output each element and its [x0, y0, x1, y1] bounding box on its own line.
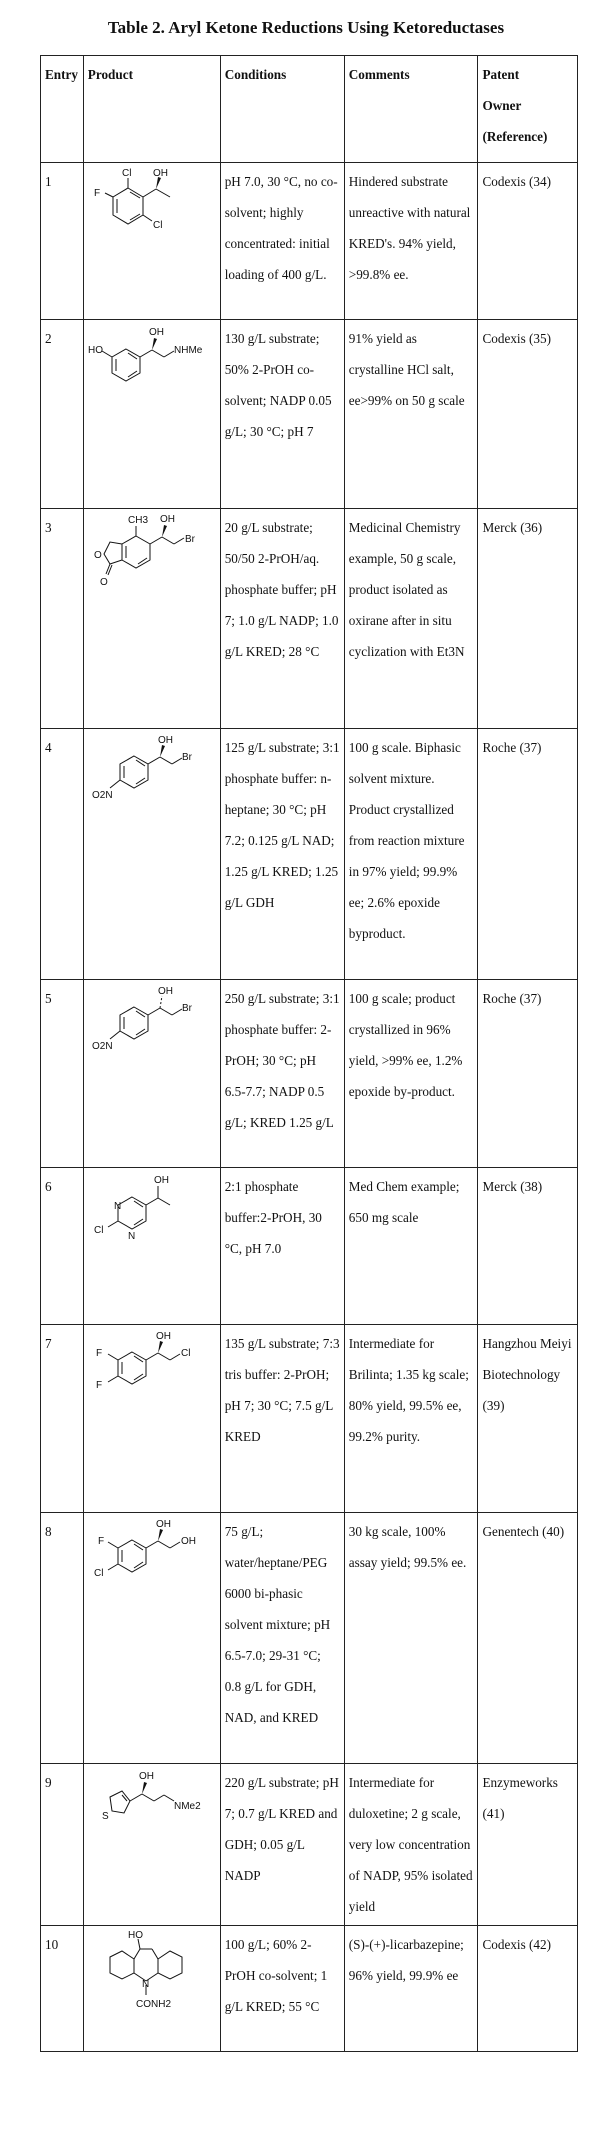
structure-label: Br: [181, 1003, 192, 1014]
structure-label: F: [97, 1536, 104, 1547]
owner-cell: Merck (36): [478, 509, 578, 729]
structure-label: O: [93, 550, 102, 561]
product-cell: [83, 509, 220, 729]
owner-cell: Genentech (40): [478, 1513, 578, 1764]
structure-label: Cl: [152, 220, 163, 231]
entry-cell: 8: [41, 1513, 84, 1764]
structure-label: F: [95, 1380, 102, 1391]
conditions-cell: 100 g/L; 60% 2-PrOH co-solvent; 1 g/L KRED; 55 °C: [220, 1926, 344, 2052]
owner-cell: Hangzhou Meiyi Biotechnology (39): [478, 1325, 578, 1513]
table-row: [41, 163, 578, 320]
structure-label: Cl: [180, 1348, 191, 1359]
table-row: [41, 1926, 578, 2052]
conditions-cell: 75 g/L; water/heptane/PEG 6000 bi-phasic solvent mixture; pH 6.5-7.0; 29-31 °C; 0.8 g/L for GDH, NAD, and KRED: [220, 1513, 344, 1764]
entry-cell: 4: [41, 729, 84, 980]
product-structure-1: [88, 166, 206, 246]
product-cell: [83, 1168, 220, 1325]
structure-label: Cl: [121, 168, 132, 179]
product-cell: [83, 163, 220, 320]
entry-cell: 5: [41, 980, 84, 1168]
owner-cell: Codexis (35): [478, 320, 578, 509]
table-row: [41, 1168, 578, 1325]
ketoreductase-table: [40, 55, 578, 2052]
structure-label: Br: [184, 534, 195, 545]
header-product: Product: [83, 56, 220, 163]
conditions-cell: 250 g/L substrate; 3:1 phosphate buffer: 2-PrOH; 30 °C; pH 6.5-7.7; NADP 0.5 g/L; KRED 1.25 g/L: [220, 980, 344, 1168]
structure-label: OH: [157, 735, 173, 746]
structure-label: OH: [152, 168, 168, 179]
structure-label: CH3: [127, 515, 148, 526]
conditions-cell: 135 g/L substrate; 7:3 tris buffer: 2-PrOH; pH 7; 30 °C; 7.5 g/L KRED: [220, 1325, 344, 1513]
header-comments: Comments: [344, 56, 478, 163]
product-cell: [83, 1926, 220, 2052]
entry-cell: 3: [41, 509, 84, 729]
owner-cell: Roche (37): [478, 729, 578, 980]
entry-cell: 9: [41, 1764, 84, 1926]
structure-label: F: [95, 1348, 102, 1359]
conditions-cell: 125 g/L substrate; 3:1 phosphate buffer: n-heptane; 30 °C; pH 7.2; 0.125 g/L NAD; 1.25 g/L KRED; 1.25 g/L GDH: [220, 729, 344, 980]
structure-label: HO: [127, 1930, 143, 1941]
structure-label: O: [99, 577, 108, 588]
header-conditions: Conditions: [220, 56, 344, 163]
structure-label: OH: [155, 1331, 171, 1342]
structure-label: F: [93, 188, 100, 199]
structure-label: CONH2: [135, 1999, 171, 2010]
structure-label: O2N: [91, 790, 113, 801]
structure-label: NMe2: [173, 1801, 201, 1812]
product-structure-9: [88, 1767, 206, 1847]
product-structure-7: [88, 1328, 206, 1408]
product-structure-5: [88, 983, 206, 1063]
structure-label: NHMe: [173, 345, 203, 356]
structure-label: Cl: [93, 1225, 104, 1236]
comments-cell: Medicinal Chemistry example, 50 g scale, product isolated as oxirane after in situ cyclization with Et3N: [344, 509, 478, 729]
comments-cell: 30 kg scale, 100% assay yield; 99.5% ee.: [344, 1513, 478, 1764]
product-structure-2: [88, 323, 206, 403]
structure-label: N: [127, 1231, 136, 1242]
product-structure-10: [88, 1929, 206, 2017]
product-cell: [83, 320, 220, 509]
table-row: [41, 1325, 578, 1513]
structure-label: OH: [138, 1771, 154, 1782]
entry-cell: 1: [41, 163, 84, 320]
owner-cell: Codexis (34): [478, 163, 578, 320]
table-row: [41, 320, 578, 509]
comments-cell: Intermediate for duloxetine; 2 g scale, very low concentration of NADP, 95% isolated yield: [344, 1764, 478, 1926]
product-cell: [83, 1325, 220, 1513]
header-patent-owner: Patent Owner (Reference): [478, 56, 578, 163]
comments-cell: Intermediate for Brilinta; 1.35 kg scale; 80% yield, 99.5% ee, 99.2% purity.: [344, 1325, 478, 1513]
structure-label: Cl: [93, 1568, 104, 1579]
table-row: [41, 980, 578, 1168]
structure-label: OH: [155, 1519, 171, 1530]
product-cell: [83, 1764, 220, 1926]
comments-cell: 100 g scale; product crystallized in 96% yield, >99% ee, 1.2% epoxide by-product.: [344, 980, 478, 1168]
entry-cell: 6: [41, 1168, 84, 1325]
structure-label: O2N: [91, 1041, 113, 1052]
comments-cell: 100 g scale. Biphasic solvent mixture. Product crystallized from reaction mixture in 97% yield; 99.9% ee; 2.6% epoxide byproduct.: [344, 729, 478, 980]
comments-cell: 91% yield as crystalline HCl salt, ee>99% on 50 g scale: [344, 320, 478, 509]
comments-cell: (S)-(+)-licarbazepine; 96% yield, 99.9% ee: [344, 1926, 478, 2052]
product-cell: [83, 980, 220, 1168]
table-row: [41, 1764, 578, 1926]
conditions-cell: 2:1 phosphate buffer:2-PrOH, 30 °C, pH 7.0: [220, 1168, 344, 1325]
structure-label: OH: [157, 986, 173, 997]
owner-cell: Roche (37): [478, 980, 578, 1168]
product-structure-8: [88, 1516, 206, 1596]
comments-cell: Hindered substrate unreactive with natural KRED's. 94% yield, >99.8% ee.: [344, 163, 478, 320]
structure-label: N: [113, 1201, 122, 1212]
table-row: [41, 729, 578, 980]
conditions-cell: 130 g/L substrate; 50% 2-PrOH co-solvent; NADP 0.05 g/L; 30 °C; pH 7: [220, 320, 344, 509]
structure-label: OH: [180, 1536, 196, 1547]
structure-label: Br: [181, 752, 192, 763]
entry-cell: 2: [41, 320, 84, 509]
owner-cell: Merck (38): [478, 1168, 578, 1325]
table-row: [41, 1513, 578, 1764]
comments-cell: Med Chem example; 650 mg scale: [344, 1168, 478, 1325]
header-entry: Entry: [41, 56, 84, 163]
product-structure-4: [88, 732, 206, 812]
structure-label: S: [101, 1811, 109, 1822]
conditions-cell: 20 g/L substrate; 50/50 2-PrOH/aq. phosphate buffer; pH 7; 1.0 g/L NADP; 1.0 g/L KRED; 28 °C: [220, 509, 344, 729]
conditions-cell: 220 g/L substrate; pH 7; 0.7 g/L KRED and GDH; 0.05 g/L NADP: [220, 1764, 344, 1926]
structure-label: HO: [87, 345, 103, 356]
product-structure-6: [88, 1171, 206, 1251]
header-row: [41, 56, 578, 163]
structure-label: OH: [153, 1175, 169, 1186]
table-row: [41, 509, 578, 729]
structure-label: OH: [148, 327, 164, 338]
product-cell: [83, 729, 220, 980]
table-title: Table 2. Aryl Ketone Reductions Using Ketoreductases: [107, 18, 505, 37]
owner-cell: Codexis (42): [478, 1926, 578, 2052]
conditions-cell: pH 7.0, 30 °C, no co-solvent; highly concentrated: initial loading of 400 g/L.: [220, 163, 344, 320]
owner-cell: Enzymeworks (41): [478, 1764, 578, 1926]
structure-label: OH: [159, 514, 175, 525]
entry-cell: 10: [41, 1926, 84, 2052]
structure-label: N: [141, 1979, 150, 1990]
entry-cell: 7: [41, 1325, 84, 1513]
product-cell: [83, 1513, 220, 1764]
product-structure-3: [88, 512, 206, 596]
